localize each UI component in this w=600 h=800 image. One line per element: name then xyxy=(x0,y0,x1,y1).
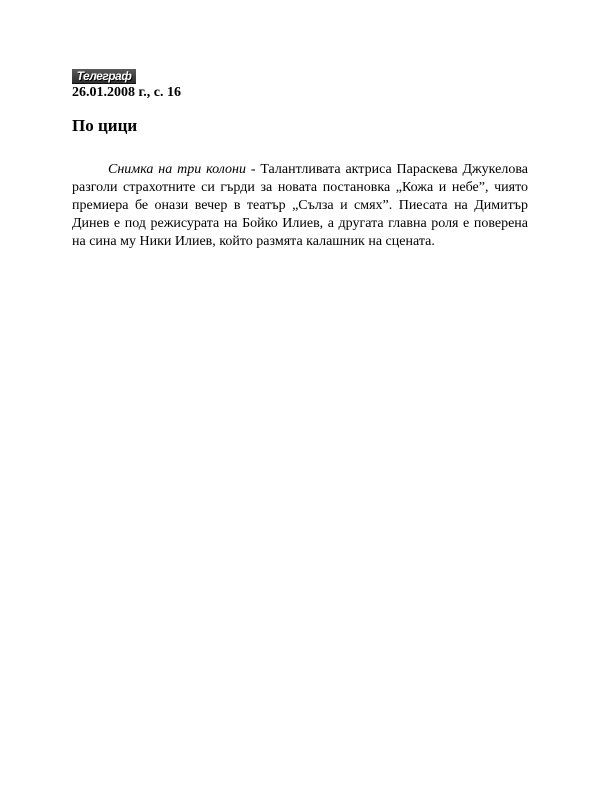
date-line: 26.01.2008 г., с. 16 xyxy=(72,85,181,100)
photo-caption: Снимка на три колони xyxy=(108,162,246,177)
article-body xyxy=(72,161,528,251)
publication-logo xyxy=(72,69,136,84)
caption-separator: - xyxy=(245,162,261,177)
article-headline: По цици xyxy=(72,116,138,135)
article-text: Талантливата актриса Параскева Джукелова разголи страхотните си гърди за новата постановка „Кожа и небе”, чиято премиера бе онази вечер в театър „Сълза и смях”. Пиесата на Димитър Динев е под режисурата на Бойко Илиев, а другата главна роля е поверена на сина му Ники Илиев, който размята калашник на сцената. xyxy=(72,162,528,249)
publication-logo-text: Телеграф xyxy=(76,69,132,83)
